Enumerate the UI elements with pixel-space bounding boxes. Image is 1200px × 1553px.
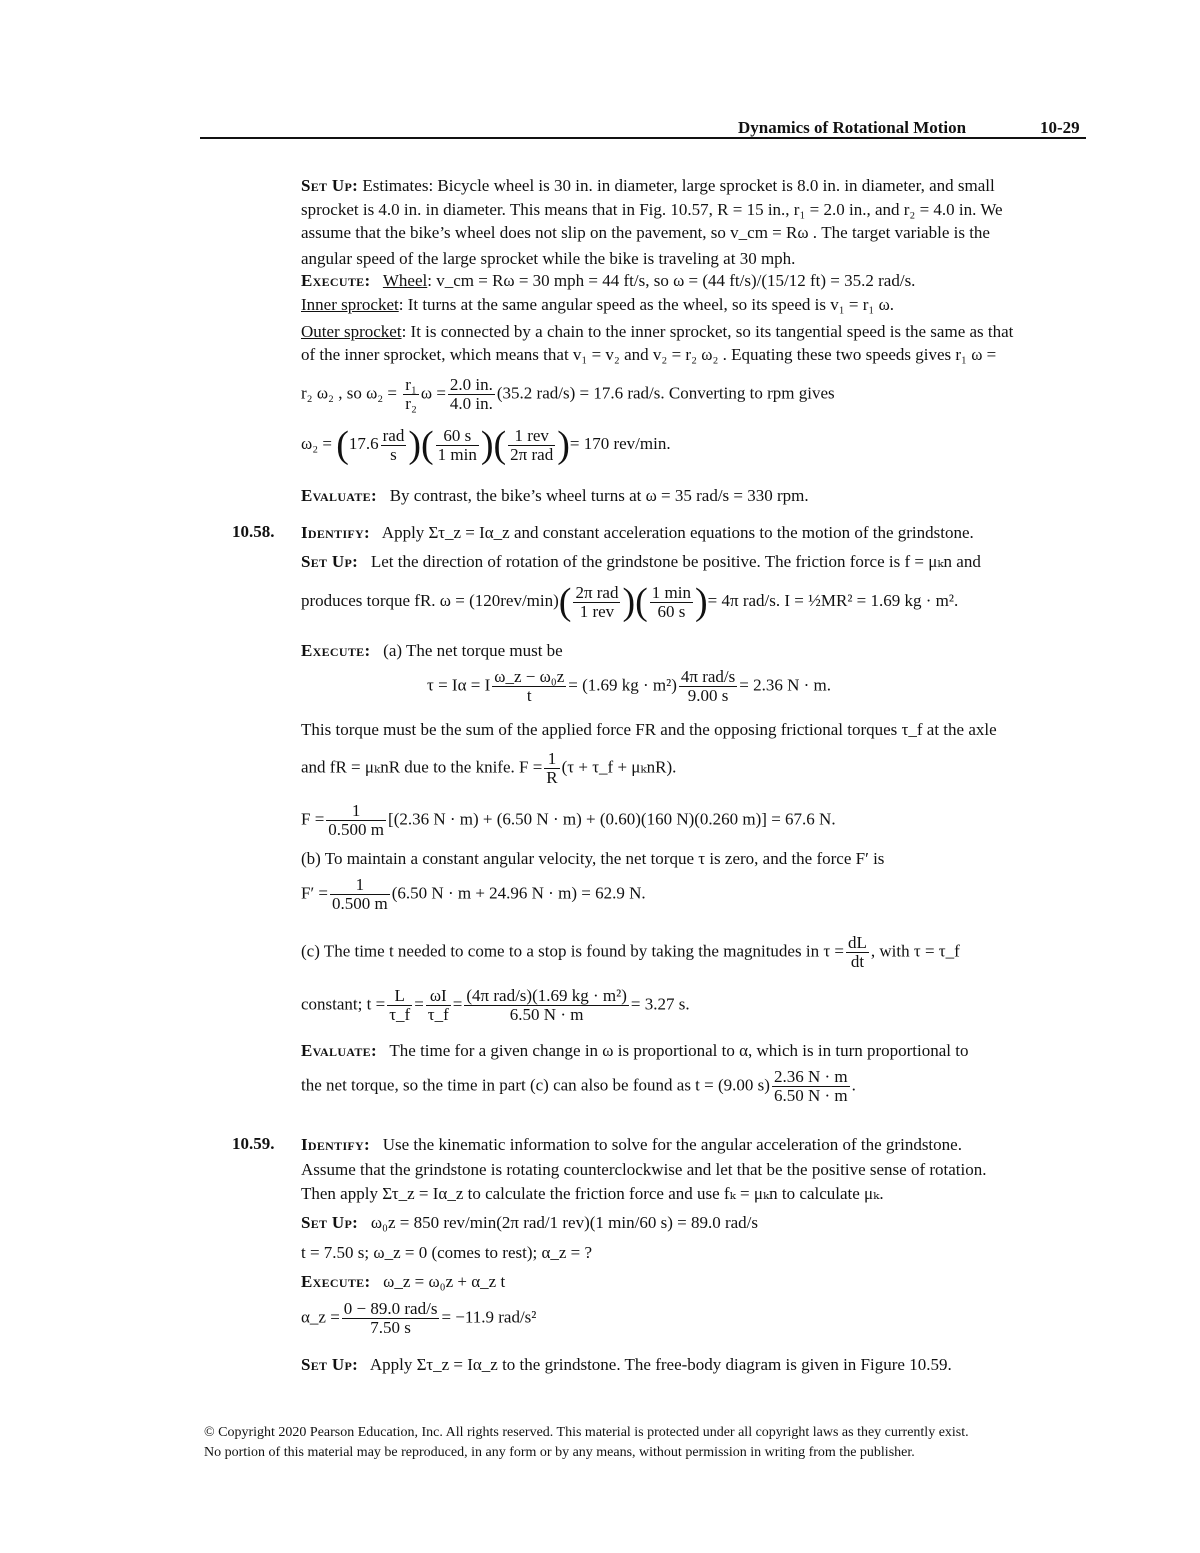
f-prime-equation: F′ = $\frac{1}{0.500 m}$ (6.50 N · m + 24.96 N · m) = 62.9 N. (301, 875, 646, 913)
rpm-conversion-equation: ω₂ = (17.6 $\frac{\text{rad}}{s}$ )( $\frac{60 s}{1 \min}$ )( $\frac{\text{1 rev}}{\text{2π rad}}$ )= 170 rev/min. (301, 424, 671, 466)
copyright-line-1: © Copyright 2020 Pearson Education, Inc. All rights reserved. This material is protected under all copyright laws as they currently exist. (204, 1425, 969, 1440)
setup-label: Set Up: (301, 176, 359, 195)
setup-10-58: Set Up: Let the direction of rotation of the grindstone be positive. The friction force is f = μₖn and (301, 552, 981, 571)
setup-1-line-2: sprocket is 4.0 in. in diameter. This means that in Fig. 10.57, R = 15 in., r₁ = 2.0 in., and r₂ = 4.0 in. We (301, 200, 1003, 219)
setup-10-59-line-3: Set Up: Apply Στ_z = Iα_z to the grindstone. The free-body diagram is given in Figure 10.59. (301, 1355, 952, 1374)
setup-1-line-1: Set Up: Estimates: Bicycle wheel is 30 in. in diameter, large sprocket is 8.0 in. in diameter, and small (301, 176, 995, 195)
identify-10-59-line-3: Then apply Στ_z = Iα_z to calculate the friction force and use fₖ = μₖn to calculate μₖ. (301, 1184, 884, 1203)
execute-1-wheel: Execute: Wheel: v_cm = Rω = 30 mph = 44 ft/s, so ω = (44 ft/s)/(15/12 ft) = 35.2 rad/s. (301, 271, 916, 290)
setup-10-59-line-2: t = 7.50 s; ω_z = 0 (comes to rest); α_z = ? (301, 1243, 593, 1262)
execute-10-59: Execute: ω_z = ω₀z + α_z t (301, 1272, 506, 1291)
copyright-line-2: No portion of this material may be reproduced, in any form or by any means, without permission in writing from the publisher. (204, 1445, 915, 1460)
omega2-equation: r₂ ω₂ , so ω₂ = $\frac{\text{r₁}}{\text{r₂}}$ ω = $\frac{2.0 in.}{4.0 in.}$ (35.2 rad/s) = 17.6 rad/s. Converting to rpm gives (301, 375, 835, 413)
inches-fraction: $\frac{2.0 in.}{4.0 in.}$ (449, 375, 493, 413)
evaluate-10-58: Evaluate: The time for a given change in ω is proportional to α, which is in turn proportional to (301, 1041, 969, 1060)
execute-1-inner: Inner sprocket: It turns at the same angular speed as the wheel, so its speed is v₁ = r₁ ω. (301, 295, 895, 314)
torque-sum-line: This torque must be the sum of the applied force FR and the opposing frictional torques τ_f at the axle (301, 720, 997, 739)
evaluate-1: Evaluate: By contrast, the bike’s wheel turns at ω = 35 rad/s = 330 rpm. (301, 486, 809, 505)
setup-1-line-3: assume that the bike’s wheel does not slip on the pavement, so v_cm = Rω . The target variable is the (301, 223, 990, 242)
part-b-text: (b) To maintain a constant angular velocity, the net torque τ is zero, and the force F′ is (301, 849, 885, 868)
identify-10-59: Identify: Use the kinematic information to solve for the angular acceleration of the grindstone. (301, 1135, 962, 1154)
net-torque-equation: τ = Iα = I $\frac{\text{ω\_z − ω₀z}}{t}$ = (1.69 kg · m²) $\frac{\text{4π rad/s}}{9.00 s}$ = 2.36 N · m. (427, 667, 832, 705)
page-number: 10-29 (1040, 118, 1080, 137)
stop-time-equation: constant; t = $\frac{L}{\tau\_f}$ = $\frac{\omega I}{\tau\_f}$ = $\frac{\text{(4π rad/s)(1.69 kg · m²)}}{6.50 N \cdot m}$ = 3.27 s. (301, 986, 690, 1024)
setup-1-line-4: angular speed of the large sprocket while the bike is traveling at 30 mph. (301, 249, 796, 268)
execute-10-58-a: Execute: (a) The net torque must be (301, 641, 563, 660)
execute-1-outer-2: of the inner sprocket, which means that v₁ = v₂ and v₂ = r₂ ω₂ . Equating these two speeds gives r₁ ω = (301, 345, 997, 364)
problem-number-10-59: 10.59. (232, 1134, 275, 1153)
evaluate-10-58-equation: the net torque, so the time in part (c) can also be found as t = (9.00 s) $\frac{2.36 N \cdot m}{6.50 N \cdot m}$ . (301, 1067, 856, 1105)
force-expression-line: and fR = μₖnR due to the knife. F = $\frac{1}{R}$ (τ + τ_f + μₖnR). (301, 749, 677, 787)
running-header-title: Dynamics of Rotational Motion (738, 118, 967, 137)
ratio-fraction: $\frac{\text{r₁}}{\text{r₂}}$ (405, 375, 417, 413)
alpha-equation: α_z = $\frac{\text{0 − 89.0 rad/s}}{7.50 s}$ = −11.9 rad/s² (301, 1299, 537, 1337)
execute-1-outer: Outer sprocket: It is connected by a chain to the inner sprocket, so its tangential speed is the same as that (301, 322, 1014, 341)
force-result-equation: F = $\frac{1}{0.500 m}$ [(2.36 N · m) + (6.50 N · m) + (0.60)(160 N)(0.260 m)] = 67.6 N. (301, 801, 836, 839)
identify-10-59-line-2: Assume that the grindstone is rotating counterclockwise and let that be the positive sense of rotation. (301, 1160, 987, 1179)
part-c-text: (c) The time t needed to come to a stop is found by taking the magnitudes in τ = $\frac{dL}{dt}$ , with τ = τ_f (301, 933, 960, 971)
identify-10-58: Identify: Apply Στ_z = Iα_z and constant acceleration equations to the motion of the grindstone. (301, 523, 974, 542)
setup-10-59: Set Up: ω₀z = 850 rev/min(2π rad/1 rev)(1 min/60 s) = 89.0 rad/s (301, 1213, 759, 1232)
problem-number-10-58: 10.58. (232, 522, 275, 541)
setup-10-58-omega-line: produces torque fR. ω = (120rev/min)( $\frac{\text{2π rad}}{\text{1 rev}}$ )( $\frac{1 \min}{60 s}$ )= 4π rad/s. I = ½MR² = 1.69 kg · m². (301, 581, 959, 623)
header-rule (200, 137, 1086, 139)
